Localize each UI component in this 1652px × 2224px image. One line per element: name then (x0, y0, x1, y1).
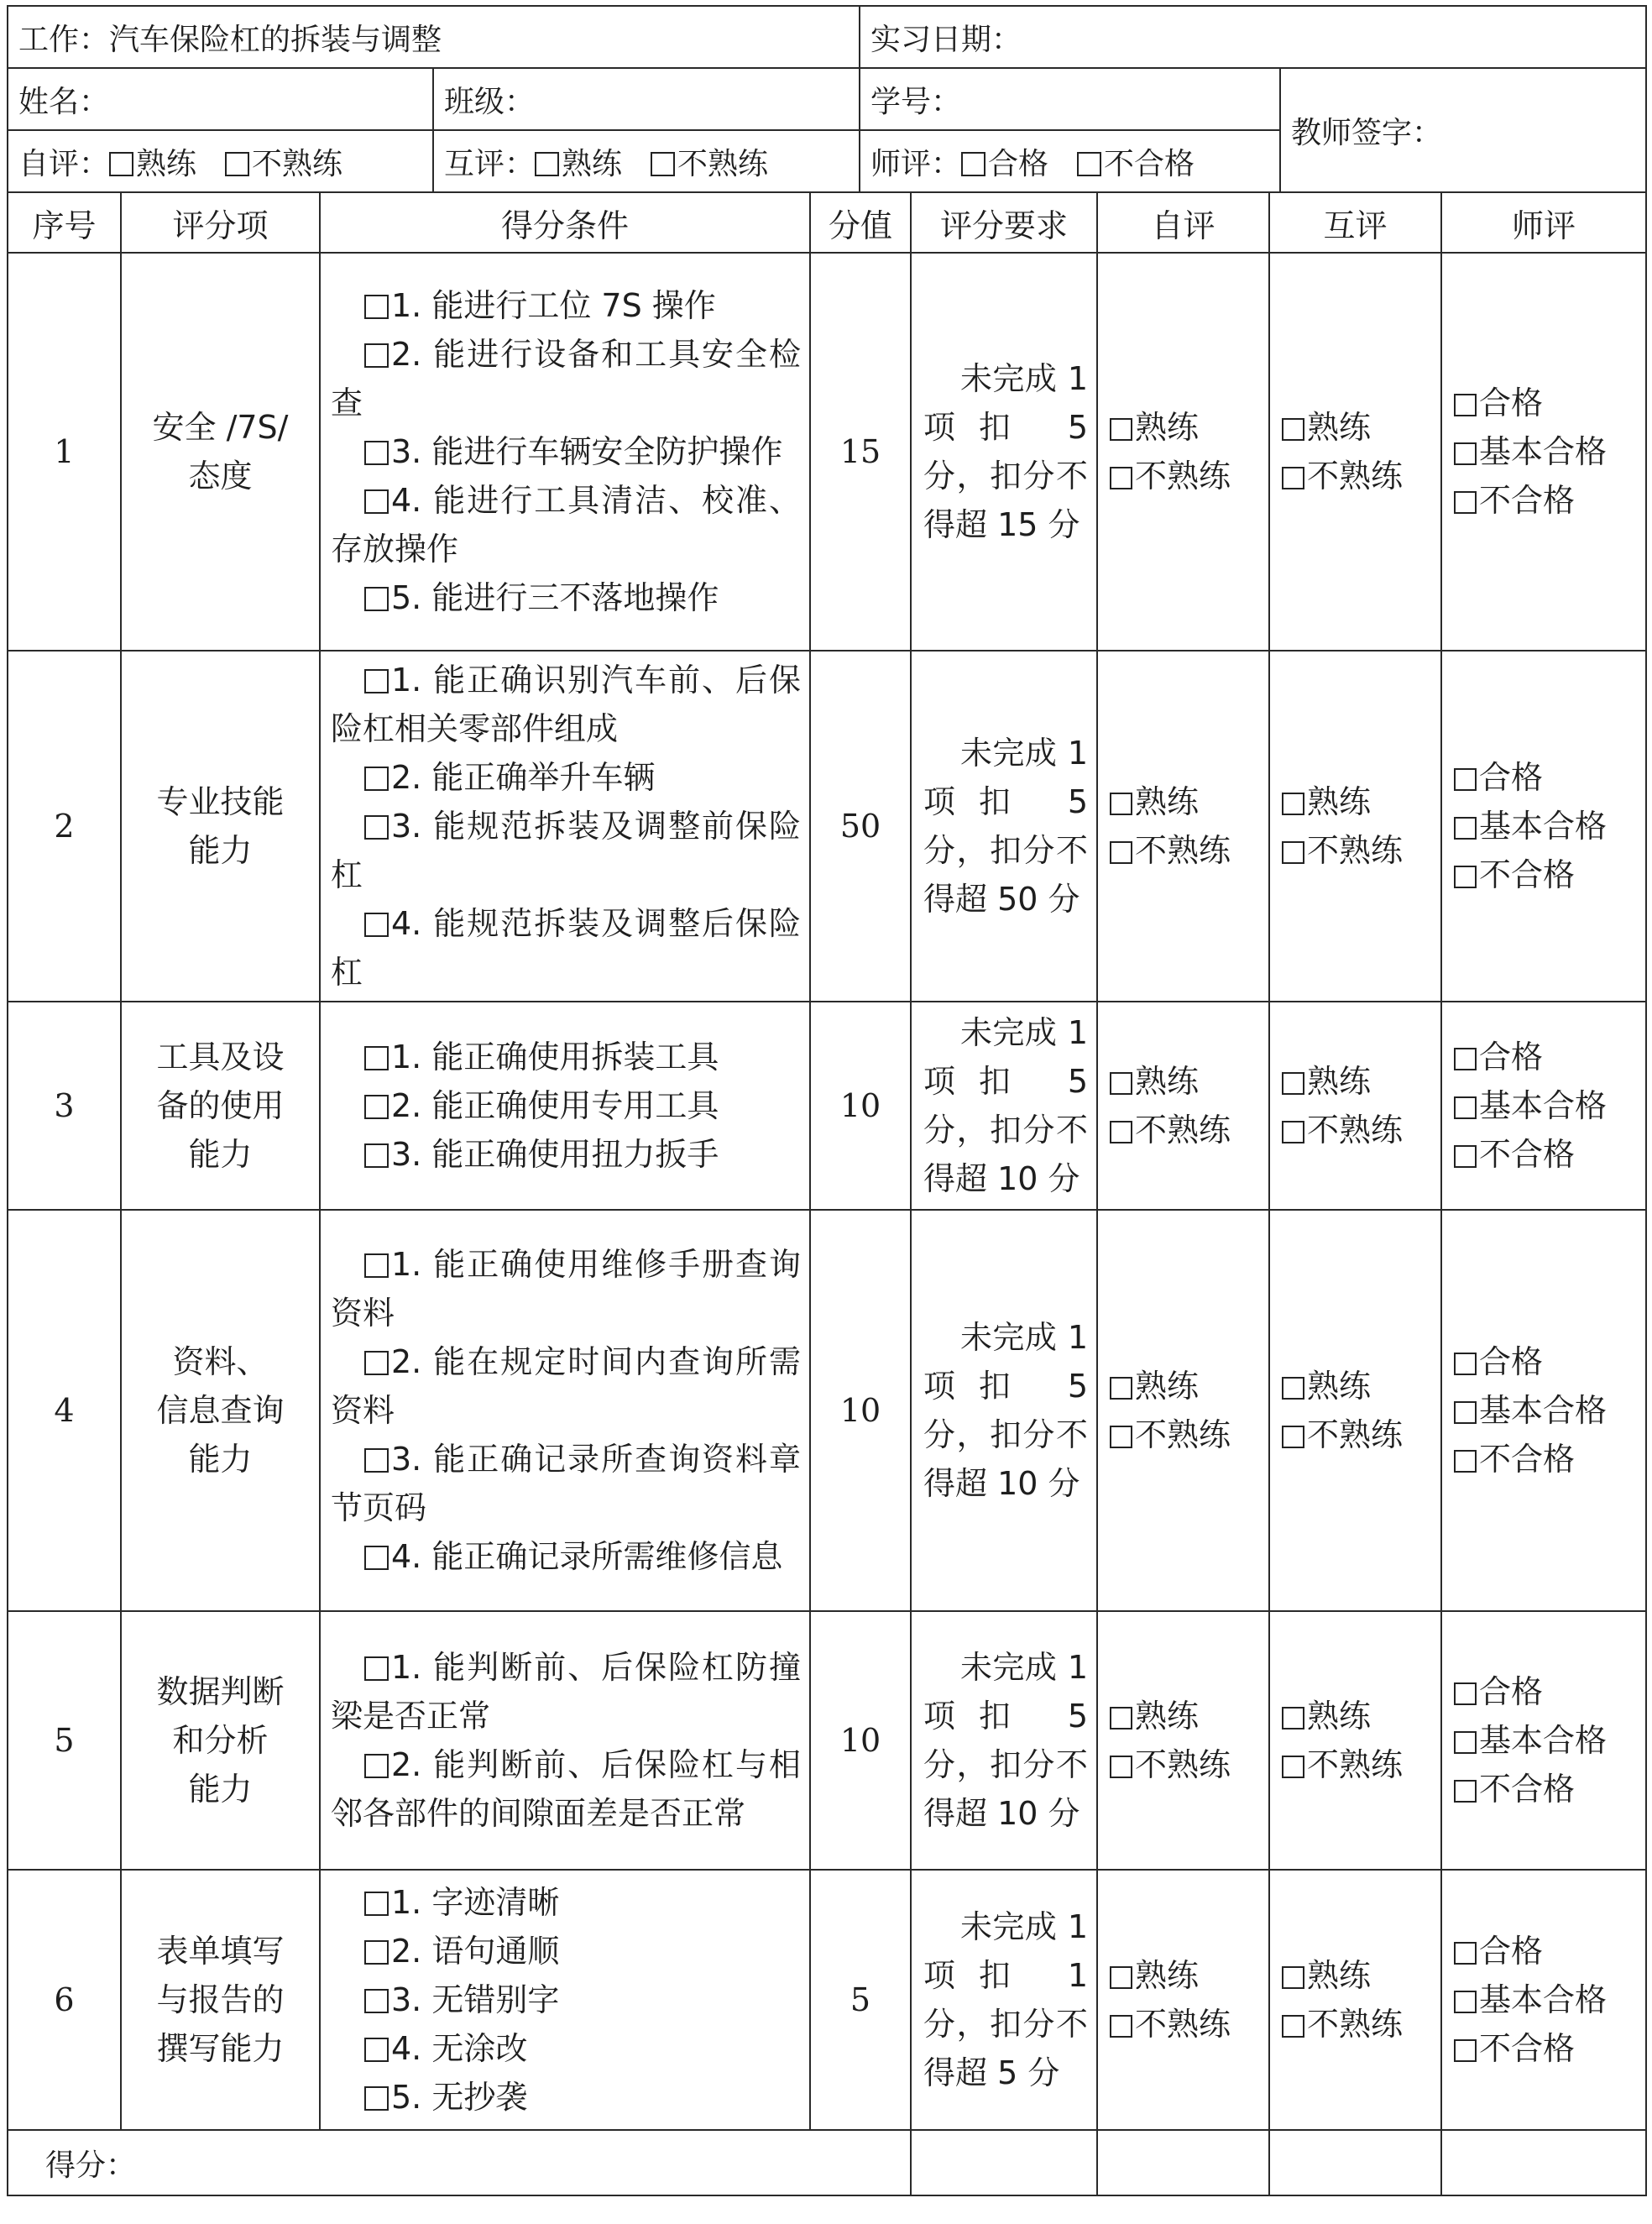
checkbox[interactable] (1282, 793, 1304, 815)
checkbox[interactable] (1282, 1426, 1304, 1448)
checkbox[interactable] (364, 669, 389, 693)
requirement-text: 未完成 1 项扣 5 分，扣分不得超 15 分 (923, 360, 1088, 543)
table-row (8, 1002, 1646, 1210)
table-row (8, 253, 1646, 651)
item-line: 安全 /7S/ (152, 409, 289, 446)
eval-option[interactable]: 不合格 (1454, 1435, 1645, 1484)
col-header-item: 评分项 (121, 192, 320, 253)
checkbox[interactable] (364, 1448, 389, 1473)
self-eval (1097, 1002, 1269, 1210)
checkbox[interactable] (961, 152, 985, 176)
item-line: 表单填写 (156, 1933, 285, 1970)
checkbox[interactable] (364, 1892, 389, 1916)
eval-option[interactable]: 基本合格 (1454, 1716, 1645, 1765)
eval-option[interactable]: 不合格 (1454, 1765, 1645, 1813)
item-line: 能力 (188, 1441, 253, 1478)
job-value: 汽车保险杠的拆装与调整 (109, 22, 442, 57)
checkbox[interactable] (364, 1046, 389, 1070)
checkbox[interactable] (1110, 1756, 1132, 1778)
checkbox[interactable] (364, 1546, 389, 1570)
class-cell[interactable] (433, 68, 860, 130)
score-conditions (320, 1210, 810, 1611)
checkbox[interactable] (1282, 1756, 1304, 1778)
eval-option[interactable]: 合格 (1454, 1033, 1645, 1081)
eval-option[interactable]: 熟练 (1110, 1692, 1268, 1740)
table-row (8, 1210, 1646, 1611)
condition-item[interactable]: 2. 能在规定时间内查询所需资料 (331, 1343, 801, 1429)
table-row (8, 1611, 1646, 1870)
condition-item[interactable]: 3. 能正确记录所查询资料章节页码 (331, 1441, 801, 1526)
table-row (8, 1870, 1646, 2130)
peer-eval-cell (433, 130, 860, 192)
checkbox[interactable] (1454, 1780, 1477, 1803)
condition-item[interactable]: 2. 语句通顺 (331, 1927, 801, 1975)
checkbox[interactable] (364, 343, 389, 368)
checkbox[interactable] (364, 1754, 389, 1778)
eval-option[interactable]: 不熟练 (1110, 2000, 1268, 2049)
row-number: 2 (8, 651, 121, 1002)
eval-option[interactable]: 不熟练 (1282, 1106, 1440, 1154)
condition-item[interactable]: 3. 无错别字 (331, 1975, 801, 2024)
self-eval (1097, 651, 1269, 1002)
total-score-label: 得分： (8, 2130, 911, 2195)
col-header-condition: 得分条件 (320, 192, 810, 253)
eval-option[interactable]: 熟练 (1282, 1692, 1440, 1740)
scoring-item (121, 1002, 320, 1210)
self-eval-skilled-option[interactable]: 熟练 (109, 140, 196, 183)
col-header-requirement: 评分要求 (911, 192, 1097, 253)
peer-eval-unskilled-option[interactable]: 不熟练 (651, 140, 768, 183)
condition-item[interactable]: 4. 能进行工具清洁、校准、存放操作 (331, 482, 801, 568)
score-conditions (320, 1870, 810, 2130)
score-requirement (911, 1611, 1097, 1870)
job-cell (8, 6, 860, 68)
requirement-text: 未完成 1 项扣 5 分，扣分不得超 10 分 (923, 1319, 1088, 1502)
student-id-cell[interactable] (860, 68, 1280, 130)
total-score-requirement[interactable] (911, 2130, 1097, 2195)
requirement-text: 未完成 1 项扣 5 分，扣分不得超 50 分 (923, 735, 1088, 918)
scoring-item (121, 1611, 320, 1870)
class-label: 班级： (444, 84, 536, 119)
checkbox[interactable] (364, 815, 389, 840)
eval-option[interactable]: 不熟练 (1110, 1106, 1268, 1154)
eval-option[interactable]: 基本合格 (1454, 427, 1645, 476)
teacher-eval (1441, 1002, 1646, 1210)
checkbox[interactable] (1110, 1707, 1132, 1729)
checkbox[interactable] (1454, 1682, 1477, 1705)
checkbox[interactable] (364, 1253, 389, 1278)
eval-option[interactable]: 不熟练 (1110, 452, 1268, 500)
item-line: 资料、 (172, 1343, 269, 1380)
score-value: 10 (810, 1002, 911, 1210)
checkbox[interactable] (1454, 1353, 1477, 1375)
eval-option[interactable]: 不合格 (1454, 2024, 1645, 2073)
checkbox[interactable] (1454, 1401, 1477, 1424)
item-line: 和分析 (172, 1722, 269, 1759)
eval-option[interactable]: 基本合格 (1454, 1081, 1645, 1130)
total-score-peer[interactable] (1269, 2130, 1441, 2195)
item-line: 备的使用 (156, 1087, 285, 1124)
scoring-item (121, 253, 320, 651)
header-table (7, 5, 1647, 193)
col-header-score: 分值 (810, 192, 911, 253)
eval-option[interactable]: 合格 (1454, 1337, 1645, 1386)
date-cell[interactable] (860, 6, 1646, 68)
evaluation-form (7, 5, 1645, 2196)
eval-option[interactable]: 熟练 (1282, 403, 1440, 452)
name-label: 姓名： (18, 84, 110, 119)
scoring-table (7, 191, 1647, 2196)
eval-option[interactable]: 不熟练 (1282, 1410, 1440, 1459)
eval-option[interactable]: 不合格 (1454, 850, 1645, 899)
table-row (8, 651, 1646, 1002)
teacher-eval-label: 师评： (870, 146, 962, 181)
checkbox[interactable] (1110, 418, 1132, 441)
score-value: 5 (810, 1870, 911, 2130)
column-header-row (8, 192, 1646, 253)
checkbox[interactable] (1282, 1377, 1304, 1400)
score-value: 10 (810, 1210, 911, 1611)
checkbox[interactable] (1110, 1121, 1132, 1143)
checkbox[interactable] (1110, 1377, 1132, 1400)
checkbox[interactable] (1110, 467, 1132, 489)
eval-option[interactable]: 不熟练 (1110, 1410, 1268, 1459)
checkbox[interactable] (364, 295, 389, 319)
condition-item[interactable]: 2. 能正确使用专用工具 (331, 1081, 801, 1130)
teacher-sign-label: 教师签字： (1291, 115, 1443, 150)
requirement-text: 未完成 1 项扣 5 分，扣分不得超 10 分 (923, 1649, 1088, 1832)
checkbox[interactable] (1454, 1942, 1477, 1965)
checkbox[interactable] (364, 913, 389, 937)
eval-option[interactable]: 合格 (1454, 1667, 1645, 1716)
teacher-eval (1441, 651, 1646, 1002)
score-conditions (320, 1611, 810, 1870)
eval-option[interactable]: 熟练 (1110, 1057, 1268, 1106)
condition-item[interactable]: 2. 能判断前、后保险杠与相邻各部件的间隙面差是否正常 (331, 1746, 801, 1832)
checkbox[interactable] (1454, 491, 1477, 514)
teacher-eval (1441, 1210, 1646, 1611)
teacher-eval-fail-option[interactable]: 不合格 (1077, 140, 1195, 183)
total-score-teacher[interactable] (1441, 2130, 1646, 2195)
checkbox[interactable] (364, 767, 389, 791)
checkbox[interactable] (1282, 1121, 1304, 1143)
item-line: 能力 (188, 1771, 253, 1808)
score-requirement (911, 1002, 1097, 1210)
student-id-label: 学号： (870, 84, 962, 119)
checkbox[interactable] (1110, 841, 1132, 864)
self-eval-cell (8, 130, 433, 192)
checkbox[interactable] (364, 1095, 389, 1119)
checkbox[interactable] (1454, 1048, 1477, 1070)
checkbox[interactable] (535, 152, 559, 176)
requirement-text: 未完成 1 项扣 5 分，扣分不得超 10 分 (923, 1014, 1088, 1197)
job-label: 工作： (18, 22, 110, 57)
checkbox[interactable] (364, 441, 389, 465)
condition-item[interactable]: 4. 能正确记录所需维修信息 (331, 1532, 801, 1581)
checkbox[interactable] (109, 152, 133, 176)
condition-item[interactable]: 1. 能进行工位 7S 操作 (331, 281, 801, 330)
peer-eval (1269, 1870, 1441, 2130)
condition-item[interactable]: 5. 能进行三不落地操作 (331, 573, 801, 622)
eval-option[interactable]: 合格 (1454, 753, 1645, 802)
teacher-sign-cell[interactable] (1280, 68, 1646, 192)
checkbox[interactable] (1282, 2015, 1304, 2038)
checkbox[interactable] (364, 587, 389, 611)
score-conditions (320, 651, 810, 1002)
checkbox[interactable] (1110, 1072, 1132, 1095)
checkbox[interactable] (1282, 1966, 1304, 1989)
condition-item[interactable]: 2. 能正确举升车辆 (331, 753, 801, 802)
item-line: 撰写能力 (156, 2030, 285, 2067)
condition-item[interactable]: 1. 能正确使用维修手册查询资料 (331, 1246, 801, 1332)
condition-item[interactable]: 1. 能正确使用拆装工具 (331, 1033, 801, 1081)
eval-option[interactable]: 不熟练 (1282, 1740, 1440, 1789)
condition-item[interactable]: 3. 能正确使用扭力扳手 (331, 1130, 801, 1179)
peer-eval-label: 互评： (444, 146, 536, 181)
item-line: 数据判断 (156, 1673, 285, 1710)
item-line: 信息查询 (156, 1392, 285, 1429)
total-score-row (8, 2130, 1646, 2195)
score-requirement (911, 253, 1097, 651)
eval-option[interactable]: 熟练 (1110, 1362, 1268, 1410)
checkbox[interactable] (1282, 418, 1304, 441)
eval-option[interactable]: 基本合格 (1454, 1975, 1645, 2024)
eval-option[interactable]: 熟练 (1110, 403, 1268, 452)
score-value: 10 (810, 1611, 911, 1870)
self-eval (1097, 1870, 1269, 2130)
eval-option[interactable]: 不合格 (1454, 1130, 1645, 1179)
item-line: 能力 (188, 1136, 253, 1173)
scoring-item (121, 1870, 320, 2130)
peer-eval (1269, 651, 1441, 1002)
checkbox[interactable] (364, 489, 389, 514)
eval-option[interactable]: 熟练 (1282, 1362, 1440, 1410)
eval-option[interactable]: 熟练 (1282, 1057, 1440, 1106)
self-eval (1097, 1611, 1269, 1870)
checkbox[interactable] (1454, 817, 1477, 840)
condition-item[interactable]: 4. 无涂改 (331, 2024, 801, 2073)
item-line: 与报告的 (156, 1981, 285, 2018)
peer-eval-skilled-option[interactable]: 熟练 (535, 140, 622, 183)
checkbox[interactable] (1282, 841, 1304, 864)
checkbox[interactable] (1454, 866, 1477, 888)
condition-item[interactable]: 1. 字迹清晰 (331, 1878, 801, 1927)
date-label: 实习日期： (870, 22, 1022, 57)
eval-option[interactable]: 不熟练 (1110, 1740, 1268, 1789)
checkbox[interactable] (1454, 442, 1477, 465)
score-value: 50 (810, 651, 911, 1002)
peer-eval (1269, 253, 1441, 651)
condition-item[interactable]: 3. 能规范拆装及调整前保险杠 (331, 808, 801, 893)
score-conditions (320, 1002, 810, 1210)
row-number: 6 (8, 1870, 121, 2130)
checkbox[interactable] (1282, 1072, 1304, 1095)
teacher-eval (1441, 1870, 1646, 2130)
condition-item[interactable]: 5. 无抄袭 (331, 2073, 801, 2122)
checkbox[interactable] (1454, 1145, 1477, 1168)
eval-option[interactable]: 不熟练 (1282, 826, 1440, 875)
name-cell[interactable] (8, 68, 433, 130)
eval-option[interactable]: 不合格 (1454, 476, 1645, 525)
checkbox[interactable] (364, 1656, 389, 1681)
row-number: 1 (8, 253, 121, 651)
peer-eval (1269, 1611, 1441, 1870)
checkbox[interactable] (1282, 1707, 1304, 1729)
teacher-eval (1441, 253, 1646, 651)
eval-option[interactable]: 熟练 (1282, 777, 1440, 826)
checkbox[interactable] (364, 1351, 389, 1375)
row-number: 3 (8, 1002, 121, 1210)
checkbox[interactable] (364, 2086, 389, 2111)
eval-option[interactable]: 熟练 (1110, 777, 1268, 826)
score-requirement (911, 651, 1097, 1002)
eval-option[interactable]: 基本合格 (1454, 1386, 1645, 1435)
score-requirement (911, 1870, 1097, 2130)
item-line: 专业技能 (156, 783, 285, 820)
col-header-teacher-eval: 师评 (1441, 192, 1646, 253)
condition-item[interactable]: 1. 能判断前、后保险杠防撞梁是否正常 (331, 1649, 801, 1735)
score-conditions (320, 253, 810, 651)
col-header-self-eval: 自评 (1097, 192, 1269, 253)
checkbox[interactable] (1282, 467, 1304, 489)
teacher-eval-pass-option[interactable]: 合格 (961, 140, 1048, 183)
checkbox[interactable] (1110, 1426, 1132, 1448)
eval-option[interactable]: 熟练 (1110, 1951, 1268, 2000)
checkbox[interactable] (225, 152, 249, 176)
eval-option[interactable]: 不熟练 (1282, 2000, 1440, 2049)
self-eval-unskilled-option[interactable]: 不熟练 (225, 140, 342, 183)
eval-option[interactable]: 不熟练 (1282, 452, 1440, 500)
condition-item[interactable]: 4. 能规范拆装及调整后保险杠 (331, 905, 801, 991)
checkbox[interactable] (1454, 2039, 1477, 2062)
eval-option[interactable]: 熟练 (1282, 1951, 1440, 2000)
item-line: 能力 (188, 832, 253, 869)
peer-eval (1269, 1210, 1441, 1611)
checkbox[interactable] (1110, 793, 1132, 815)
scoring-item (121, 1210, 320, 1611)
score-value: 15 (810, 253, 911, 651)
checkbox[interactable] (1454, 1450, 1477, 1473)
teacher-eval-cell (860, 130, 1280, 192)
eval-option[interactable]: 基本合格 (1454, 802, 1645, 850)
condition-item[interactable]: 1. 能正确识别汽车前、后保险杠相关零部件组成 (331, 662, 801, 747)
col-header-peer-eval: 互评 (1269, 192, 1441, 253)
checkbox[interactable] (1454, 768, 1477, 791)
total-score-self[interactable] (1097, 2130, 1269, 2195)
checkbox[interactable] (364, 1989, 389, 2013)
item-line: 工具及设 (156, 1039, 285, 1075)
checkbox[interactable] (1110, 1966, 1132, 1989)
checkbox[interactable] (1454, 394, 1477, 416)
checkbox[interactable] (364, 2038, 389, 2062)
checkbox[interactable] (364, 1143, 389, 1168)
checkbox[interactable] (364, 1940, 389, 1965)
condition-item[interactable]: 3. 能进行车辆安全防护操作 (331, 427, 801, 476)
checkbox[interactable] (1454, 1096, 1477, 1119)
eval-option[interactable]: 不熟练 (1110, 826, 1268, 875)
checkbox[interactable] (1077, 152, 1101, 176)
checkbox[interactable] (651, 152, 675, 176)
score-requirement (911, 1210, 1097, 1611)
checkbox[interactable] (1454, 1731, 1477, 1754)
col-header-no: 序号 (8, 192, 121, 253)
eval-option[interactable]: 合格 (1454, 379, 1645, 427)
row-number: 4 (8, 1210, 121, 1611)
requirement-text: 未完成 1 项扣 1 分，扣分不得超 5 分 (923, 1908, 1088, 2091)
scoring-item (121, 651, 320, 1002)
row-number: 5 (8, 1611, 121, 1870)
item-line: 态度 (188, 458, 253, 495)
self-eval-label: 自评： (18, 146, 110, 181)
condition-item[interactable]: 2. 能进行设备和工具安全检查 (331, 336, 801, 421)
eval-option[interactable]: 合格 (1454, 1927, 1645, 1975)
checkbox[interactable] (1454, 1991, 1477, 2013)
peer-eval (1269, 1002, 1441, 1210)
self-eval (1097, 253, 1269, 651)
self-eval (1097, 1210, 1269, 1611)
checkbox[interactable] (1110, 2015, 1132, 2038)
teacher-eval (1441, 1611, 1646, 1870)
